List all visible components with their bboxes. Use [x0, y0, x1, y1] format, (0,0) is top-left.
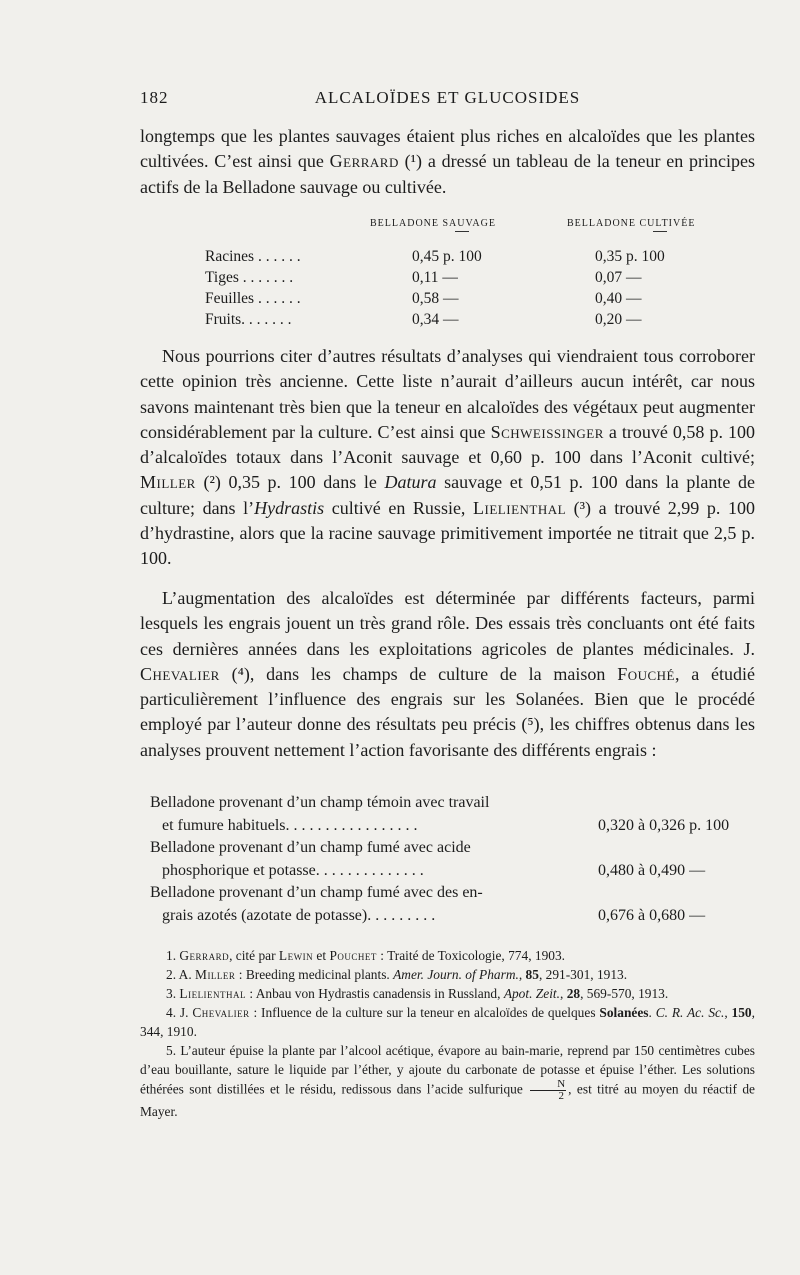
yield-value: 0,320 à 0,326 p. 100: [598, 816, 730, 834]
intro-paragraph: longtemps que les plantes sauvages étaient plus riches en alcaloïdes que les plantes cultivées. C’est ainsi que Gerrard (¹) a dressé un tableau de la teneur en principes actifs de la Belladone sauvage ou cultivée.: [140, 126, 755, 197]
author-name: Chevalier: [140, 663, 220, 684]
column-header-cultivated: BELLADONE CULTIVÉE: [567, 218, 696, 229]
fraction: $\frac{N}{2}$: [530, 1079, 566, 1102]
book-page: 182 ALCALOÏDES ET GLUCOSIDES longtemps que les plantes sauvages étaient plus riches en alcaloïdes que les plantes cultivées. C’est ainsi que Gerrard (¹) a dressé un tableau de la teneur en principes actifs de la Belladone sauvage ou cultivée. BELLADONE SAUVAGE BELLADONE CULTIVÉE Racines . . . . . . 0,45 p. 100 0,35 p. 100 Tiges . . . . . . . 0,11 — 0,07 — Feuilles . . . . . . 0,58 — 0,40 — Fruits. . . . . . . 0,34 — 0,20 — Nous pourrions citer d’autres résultats d’analyses qui viendraient tous corroborer cette opinion très ancienne. Cette liste n’aurait d’ailleurs aucun intérêt, car nous savons maintenant très bien que la teneur en alcaloïdes des végétaux peut augmenter considérablement par la culture. C’est ainsi que Schweissinger a trouvé 0,58 p. 100 d’alcaloïdes totaux dans l’Aconit sauvage et 0,60 p. 100 dans l’Aconit cultivé; Miller (²) 0,35 p. 100 dans le Datura sauvage et 0,51 p. 100 dans la plante de culture; dans l’Hydrastis cultivé en Russie, Lielienthal (³) a trouvé 2,99 p. 100 d’hydrastine, alors que la racine sauvage primitivement importée ne titrait que 2,5 p. 100. L’augmentation des alcaloïdes est déterminée par différents facteurs, parmi lesquels les engrais jouent un très grand rôle. Des essais très concluants ont été faits ces dernières années dans les exploitations agricoles de plantes médicinales. J. Chevalier (⁴), dans les champs de culture de la maison Fouché, a étudié particulièrement l’influence des engrais sur les Solanées. Bien que le procédé employé par l’auteur donne des résultats peu précis (⁵), les chiffres obtenus dans les analyses prouvent nettement l’action favorisante des différents engrais : Belladone provenant d’un champ témoin avec travail et fumure habituels. . . . . . . . . . . . . . . . . 0,320 à 0,326 p. 100 Belladone provenant d’un champ fumé avec acide phosphorique et potasse. . . . . . . . . . . . . . 0,480 à 0,490 — Belladone provenant d’un champ fumé avec des en- grais azotés (azotate de potasse). . . . . . . . . 0,676 à 0,680 — 1. Gerrard, cité par Lewin et Pouchet : Traité de Toxicologie, 774, 1903. 2. A. Miller : Breeding medicinal plants. Amer. Journ. of Pharm., 85, 291-301, 1913. 3. Lielienthal : Anbau von Hydrastis canadensis in Russland, Apot. Zeit., 28, 569-570, 1913. 4. J. Chevalier : Influence de la culture sur la teneur en alcaloïdes de quelques Solanées. C. R. Ac. Sc., 150, 344, 1910. 5. L’auteur épuise la plante par l’alcool acétique, évapore au bain-marie, reprend par 150 centimètres cubes d’eau bouillante, sature le liquide par l’éther, y ajoute du carbonate de potasse et épuise l’éther. Les solutions éthérées sont distillées et le résidu, redissous dans l’acide sulfurique $\frac{N}{2}$ , est titré au moyen du réactif de Mayer.: [0, 0, 800, 1275]
footnote: 1. Gerrard, cité par Lewin et Pouchet : Traité de Toxicologie, 774, 1903.: [166, 948, 566, 963]
header-rule: [455, 231, 469, 232]
footnote: 2. A. Miller : Breeding medicinal plants. Amer. Journ. of Pharm., 85, 291-301, 1913.: [166, 967, 628, 982]
company-name: Fouché: [617, 663, 675, 684]
footnote: 4. J. Chevalier : Influence de la culture sur la teneur en alcaloïdes de quelques Solanées. C. R. Ac. Sc., 150, 344, 1910.: [140, 1005, 755, 1039]
author-name: Miller: [140, 472, 196, 493]
page-header: [140, 88, 755, 112]
footnotes: [140, 946, 755, 1121]
author-name: Schweissinger: [490, 421, 604, 442]
engrais-paragraph: L’augmentation des alcaloïdes est déterminée par différents facteurs, parmi lesquels les engrais jouent un très grand rôle. Des essais très concluants ont été faits ces dernières années dans les exploitations agricoles de plantes médicinales. J. Chevalier (⁴), dans les champs de culture de la maison Fouché, a étudié particulièrement l’influence des engrais sur les Solanées. Bien que le procédé employé par l’auteur donne des résultats peu précis (⁵), les chiffres obtenus dans les analyses prouvent nettement l’action favorisante des différents engrais :: [140, 588, 755, 760]
analyses-paragraph: Nous pourrions citer d’autres résultats d’analyses qui viendraient tous corroborer cette opinion très ancienne. Cette liste n’aurait d’ailleurs aucun intérêt, car nous savons maintenant très bien que la teneur en alcaloïdes des végétaux peut augmenter considérablement par la culture. C’est ainsi que Schweissinger a trouvé 0,58 p. 100 d’alcaloïdes totaux dans l’Aconit sauvage et 0,60 p. 100 dans l’Aconit cultivé; Miller (²) 0,35 p. 100 dans le Datura sauvage et 0,51 p. 100 dans la plante de culture; dans l’Hydrastis cultivé en Russie, Lielienthal (³) a trouvé 2,99 p. 100 d’hydrastine, alors que la racine sauvage primitivement importée ne titrait que 2,5 p. 100.: [140, 346, 755, 569]
yield-value: 0,480 à 0,490 —: [598, 861, 706, 879]
author-name: Gerrard: [329, 151, 399, 172]
author-name: Lielienthal: [473, 497, 567, 518]
footnote: 5. L’auteur épuise la plante par l’alcool acétique, évapore au bain-marie, reprend par 150 centimètres cubes d’eau bouillante, sature le liquide par l’éther, y ajoute du carbonate de potasse et épuise l’éther. Les solutions éthérées sont distillées et le résidu, redissous dans l’acide sulfurique $\frac{N}{2}$ , est titré au moyen du réactif de Mayer.: [140, 1043, 755, 1119]
genus-name: Hydrastis: [254, 497, 325, 518]
header-rule: [653, 231, 667, 232]
footnote: 3. Lielienthal : Anbau von Hydrastis canadensis in Russland, Apot. Zeit., 28, 569-570, 1913.: [166, 986, 669, 1001]
running-title: ALCALOÏDES ET GLUCOSIDES: [314, 88, 581, 107]
yield-value: 0,676 à 0,680 —: [598, 906, 706, 924]
genus-name: Datura: [384, 472, 437, 493]
column-header-wild: BELLADONE SAUVAGE: [370, 218, 496, 229]
yield-row: Belladone provenant d’un champ fumé avec acide phosphorique et potasse. . . . . . . . . . . . . . 0,480 à 0,490 —: [150, 837, 760, 882]
page-number: 182: [140, 88, 169, 107]
yield-row: Belladone provenant d’un champ fumé avec des en- grais azotés (azotate de potasse). . . . . . . . . 0,676 à 0,680 —: [150, 882, 760, 927]
yield-row: Belladone provenant d’un champ témoin avec travail et fumure habituels. . . . . . . . . . . . . . . . . 0,320 à 0,326 p. 100: [150, 792, 760, 837]
